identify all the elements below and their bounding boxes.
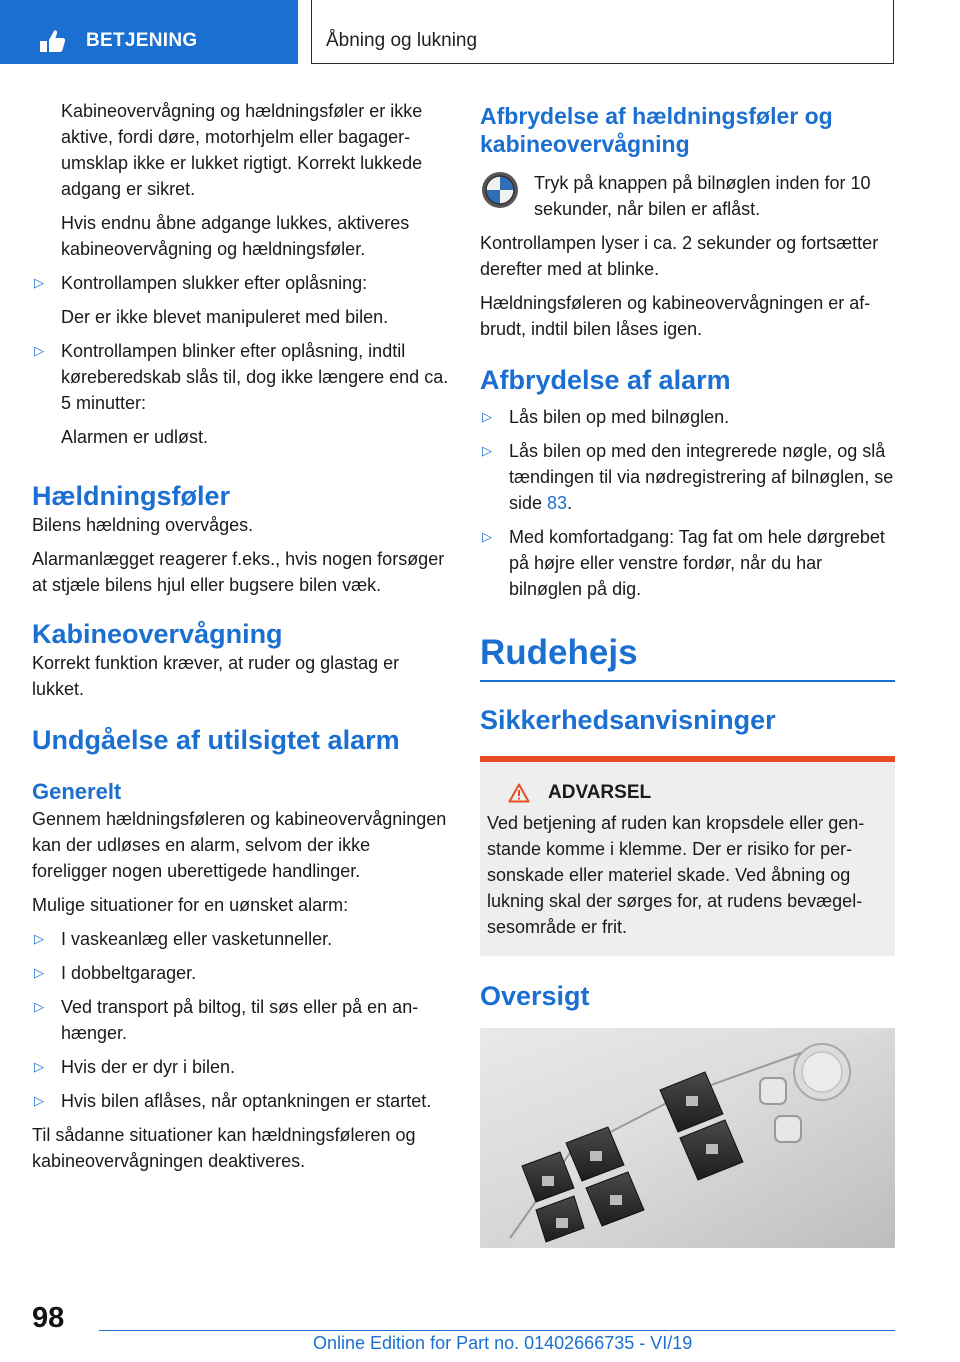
footer-edition: Online Edition for Part no. 01402666735 - VI/19 <box>313 1333 693 1353</box>
list-item-text-end: . <box>567 493 573 513</box>
paragraph: Alarmen er udløst. <box>61 427 209 447</box>
heading-windows-block <box>480 632 895 682</box>
list-item-text: Kontrollampen slukker efter oplåsning: <box>61 273 368 293</box>
key-button-instruction <box>480 170 895 222</box>
bullet-triangle-icon: ▷ <box>482 409 492 424</box>
heading-avoid-false-alarm: Undgåelse af utilsigtet alarm <box>32 725 400 755</box>
heading-general: Generelt <box>32 779 122 804</box>
list-item <box>32 1054 450 1080</box>
paragraph: Til sådanne situationer kan hældningsføleren og kabineovervågningen deaktiveres. <box>32 1125 416 1171</box>
paragraph: Korrekt funktion kræver, at ruder og glastag er lukket. <box>32 653 400 699</box>
list-item-text: Lås bilen op med den integrerede nøgle, og slå tændingen til via nødregistrering af bilnøglen, se side <box>509 441 894 513</box>
heading-interrupt-alarm: Afbrydelse af alarm <box>480 365 731 395</box>
list-item <box>32 994 450 1046</box>
list-item <box>480 404 895 430</box>
bullet-triangle-icon: ▷ <box>34 1059 44 1074</box>
bullet-triangle-icon: ▷ <box>34 343 44 358</box>
paragraph: Hældningsføleren og kabineovervågningen er afbrudt, indtil bilen låses igen. <box>480 293 871 339</box>
list-item <box>32 270 450 296</box>
paragraph: Hvis endnu åbne adgange lukkes, aktiveres kabineovervågning og hældningsføler. <box>61 213 410 259</box>
list-item-text: I vaskeanlæg eller vasketunneller. <box>61 929 333 949</box>
warning-triangle-icon <box>508 783 530 803</box>
key-button-text: Tryk på knappen på bilnøglen inden for 10 sekunder, når bilen er aflåst. <box>534 173 871 219</box>
hand-pointer-icon <box>38 28 68 54</box>
list-item-text: Med komfortadgang: Tag fat om hele dørgrebet på højre eller venstre fordør, når du har bilnøglen på dig. <box>509 527 885 599</box>
paragraph: Kabineovervågning og hældningsføler er ikke aktive, fordi døre, motorhjelm eller bagagerumsklap ikke er lukket rigtigt. Korrekt lukkede adgang er sikret. <box>61 101 423 199</box>
list-item <box>480 524 895 602</box>
window-switch-panel-illustration <box>480 1028 895 1248</box>
list-item <box>32 1088 450 1114</box>
list-item-text: Kontrollampen blinker efter oplåsning, indtil køreberedskab slås til, dog ikke længere end ca. 5 minutter: <box>61 341 449 413</box>
heading-cabin-monitoring: Kabineovervågning <box>32 619 283 649</box>
list-item <box>480 438 895 516</box>
heading-interrupt-sensors: Afbrydelse af hældningsføler og kabineovervågning <box>480 103 833 157</box>
list-item <box>32 338 450 416</box>
list-item <box>32 960 450 986</box>
paragraph: Kontrollampen lyser i ca. 2 sekunder og fortsætter derefter med at blinke. <box>480 233 879 279</box>
page-link[interactable]: 83 <box>547 493 568 513</box>
bullet-triangle-icon: ▷ <box>34 931 44 946</box>
chapter-header <box>311 0 894 64</box>
paragraph: Mulige situationer for en uønsket alarm: <box>32 895 349 915</box>
list-item-text: I dobbeltgarager. <box>61 963 197 983</box>
bullet-triangle-icon: ▷ <box>34 1093 44 1108</box>
window-switches-photo <box>480 1028 895 1248</box>
chapter-title: Åbning og lukning <box>326 30 478 51</box>
heading-safety: Sikkerhedsanvisninger <box>480 705 776 735</box>
section-tab <box>0 0 298 64</box>
list-item-text: Lås bilen op med bilnøglen. <box>509 407 730 427</box>
warning-text: Ved betjening af ruden kan kropsdele eller genstande komme i klemme. Der er risiko for personskade eller materiel skade. Ved åbning og lukning skal der sørges for, at rudens bevægelsesområde er frit. <box>487 813 865 937</box>
section-title: BETJENING <box>86 30 198 51</box>
paragraph: Alarmanlægget reagerer f.eks., hvis nogen forsøger at stjæle bilens hjul eller bugsere bilen væk. <box>32 549 445 595</box>
paragraph: Gennem hældningsføleren og kabineovervågningen kan der udløses en alarm, selvom der ikke foreligger nogen uberettigede handlinger. <box>32 809 447 881</box>
list-item <box>32 926 450 952</box>
list-item-text: Hvis bilen aflåses, når optankningen er startet. <box>61 1091 432 1111</box>
bmw-key-button-icon <box>480 170 520 210</box>
list-item-text: Hvis der er dyr i bilen. <box>61 1057 236 1077</box>
footer-divider <box>99 1330 895 1331</box>
paragraph: Der er ikke blevet manipuleret med bilen. <box>61 307 389 327</box>
heading-overview: Oversigt <box>480 981 590 1011</box>
paragraph: Bilens hældning overvåges. <box>32 515 254 535</box>
bullet-triangle-icon: ▷ <box>34 965 44 980</box>
bullet-triangle-icon: ▷ <box>482 443 492 458</box>
warning-title: ADVARSEL <box>548 782 652 803</box>
bullet-triangle-icon: ▷ <box>34 275 44 290</box>
heading-tilt-sensor: Hældningsføler <box>32 481 231 511</box>
warning-bar <box>480 756 895 762</box>
warning-box <box>480 756 895 956</box>
bullet-triangle-icon: ▷ <box>34 999 44 1014</box>
list-item-text: Ved transport på biltog, til søs eller på en anhænger. <box>61 997 419 1043</box>
page-number: 98 <box>32 1302 65 1334</box>
bullet-triangle-icon: ▷ <box>482 529 492 544</box>
left-column <box>32 98 450 1182</box>
heading-windows: Rudehejs <box>480 633 638 672</box>
right-column <box>480 98 895 1248</box>
